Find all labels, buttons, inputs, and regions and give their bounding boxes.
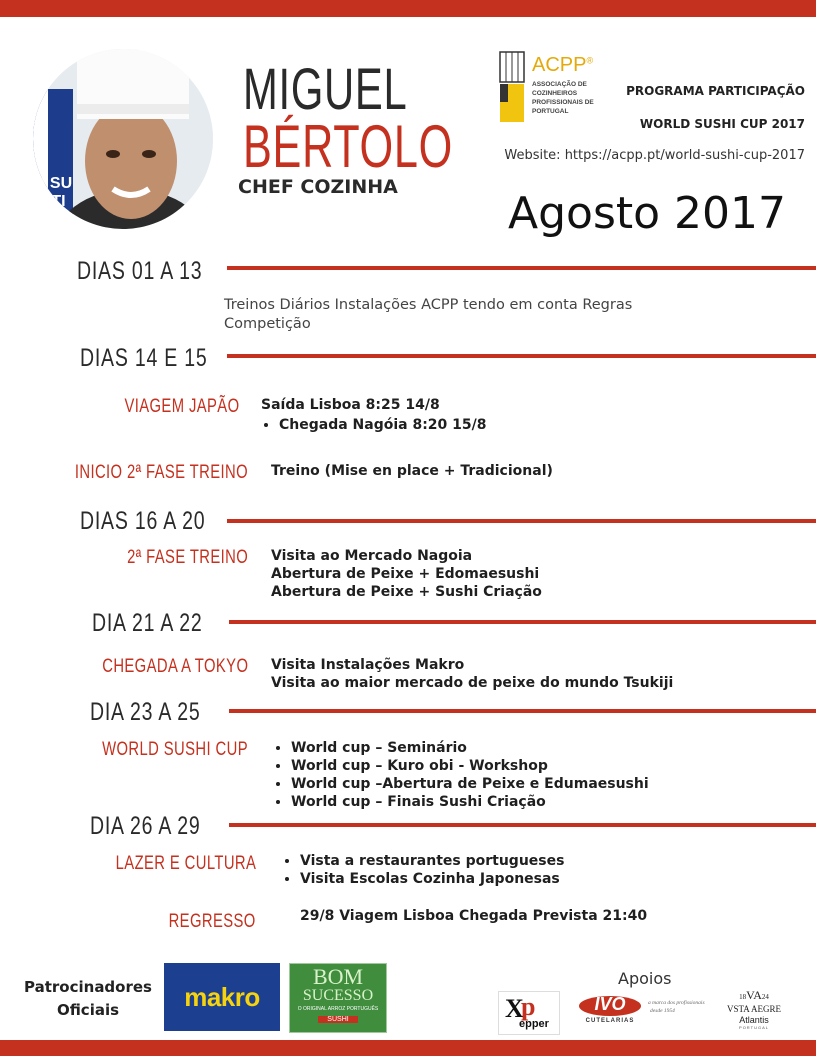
acpp-full-line: PORTUGAL [532, 108, 569, 115]
xpepper-rest: epper [519, 1018, 549, 1030]
day-range-21-22: DIA 21 A 22 [92, 609, 203, 637]
day-divider [229, 823, 816, 827]
program-line-2: WORLD SUSHI CUP 2017 [639, 117, 805, 131]
bom-line: BOM [312, 964, 364, 989]
detail-bullet: • World cup – Kuro obi - Workshop [291, 757, 649, 775]
vista-alegre-logo [724, 988, 784, 1031]
xpepper-logo [498, 991, 560, 1035]
vista-name: VSTA AEGRE [726, 1004, 782, 1014]
acpp-full-line: PROFISSIONAIS DE [532, 99, 594, 106]
makro-logo [164, 963, 280, 1031]
day-divider [229, 620, 816, 624]
vista-year: 18 [739, 993, 747, 1001]
detail-line: Visita ao Mercado Nagoia [271, 548, 473, 564]
day-divider [227, 266, 816, 270]
acpp-logo [498, 48, 598, 128]
day-description: Treinos Diários Instalações ACPP tendo em conta Regras Competição [224, 297, 633, 332]
avatar [33, 49, 213, 229]
vista-country: PORTUGAL [739, 1025, 769, 1030]
chef-hat-icon [498, 50, 526, 124]
category-label: 2ª FASE TREINO [126, 547, 248, 568]
acpp-full-line: COZINHEIROS [532, 90, 578, 97]
category-label: REGRESSO [168, 911, 256, 932]
last-name: BÉRTOLO [243, 113, 453, 180]
xpepper-x: X [505, 994, 524, 1023]
category-details [282, 852, 564, 888]
category-details [261, 396, 487, 434]
detail-line: Abertura de Peixe + Sushi Criação [271, 584, 542, 600]
detail-bullet: • World cup – Seminário [291, 739, 649, 757]
day-divider [229, 709, 816, 713]
detail-bullet: • World cup – Finais Sushi Criação [291, 793, 649, 811]
bottom-bar [0, 1040, 816, 1056]
bom-line: SUCESSO [302, 987, 374, 1004]
ivo-sub: CUTELARIAS [585, 1018, 635, 1024]
day-range-23-25: DIA 23 A 25 [90, 698, 201, 726]
category-details [271, 656, 673, 692]
first-name: MIGUEL [243, 57, 408, 122]
detail-bullet: • Chegada Nagóia 8:20 15/8 [279, 416, 487, 434]
detail-line: Treino (Mise en place + Tradicional) [271, 463, 553, 479]
detail-line: Saída Lisboa 8:25 14/8 [261, 397, 440, 413]
month-title: Agosto 2017 [508, 188, 787, 239]
vista-crest: VA [746, 988, 762, 1002]
category-label: VIAGEM JAPÃO [123, 396, 239, 417]
acpp-full-line: ASSOCIAÇÃO DE [532, 81, 587, 88]
category-label: INICIO 2ª FASE TREINO [74, 462, 248, 483]
category-label: CHEGADA A TOKYO [101, 656, 248, 677]
vista-year: 24 [761, 993, 769, 1001]
supports-label: Apoios [618, 969, 672, 988]
ivo-name: IVO [594, 994, 626, 1014]
category-label: LAZER E CULTURA [115, 853, 256, 874]
bom-line: SUSHI [318, 1016, 358, 1023]
detail-line: 29/8 Viagem Lisboa Chegada Prevista 21:40 [300, 908, 648, 924]
acpp-name: ACPP [532, 54, 587, 76]
category-details [271, 547, 542, 601]
detail-line: Abertura de Peixe + Edomaesushi [271, 566, 540, 582]
avatar-text: I SU [41, 175, 73, 192]
vista-sub: Atlantis [739, 1015, 769, 1025]
day-range-16-20: DIAS 16 A 20 [80, 507, 206, 535]
day-divider [227, 519, 816, 523]
day-range-14-15: DIAS 14 E 15 [80, 344, 208, 372]
category-details [273, 739, 649, 811]
day-divider [227, 354, 816, 358]
detail-line: Visita Instalações Makro [271, 657, 465, 673]
program-line-1: PROGRAMA PARTICIPAÇÃO [626, 84, 805, 98]
xpepper-p: p [521, 992, 536, 1021]
sponsors-label: Patrocinadores Oficiais [24, 978, 152, 1019]
category-label: WORLD SUSHI CUP [102, 739, 248, 760]
detail-line: Visita ao maior mercado de peixe do mundo Tsukiji [271, 675, 674, 691]
day-range-26-29: DIA 26 A 29 [90, 812, 201, 840]
day-range-01-13: DIAS 01 A 13 [77, 257, 203, 285]
bom-line: O ORIGINAL ARROZ PORTUGUÊS [297, 1006, 379, 1012]
detail-bullet: • Vista a restaurantes portugueses [300, 852, 564, 870]
top-bar [0, 0, 816, 17]
detail-bullet: • World cup –Abertura de Peixe e Edumaesushi [291, 775, 649, 793]
makro-wordmark: makro [184, 982, 260, 1012]
website-link[interactable]: Website: https://acpp.pt/world-sushi-cup-2017 [504, 148, 805, 163]
ivo-since: desde 1954 [650, 1008, 675, 1014]
ivo-tagline: a marca dos profissionais [648, 1000, 705, 1006]
registered-mark: ® [586, 55, 594, 66]
avatar-text: ATI [41, 193, 66, 210]
bom-sucesso-logo [289, 963, 387, 1033]
detail-bullet: • Visita Escolas Cozinha Japonesas [300, 870, 564, 888]
role: CHEF COZINHA [238, 176, 398, 198]
